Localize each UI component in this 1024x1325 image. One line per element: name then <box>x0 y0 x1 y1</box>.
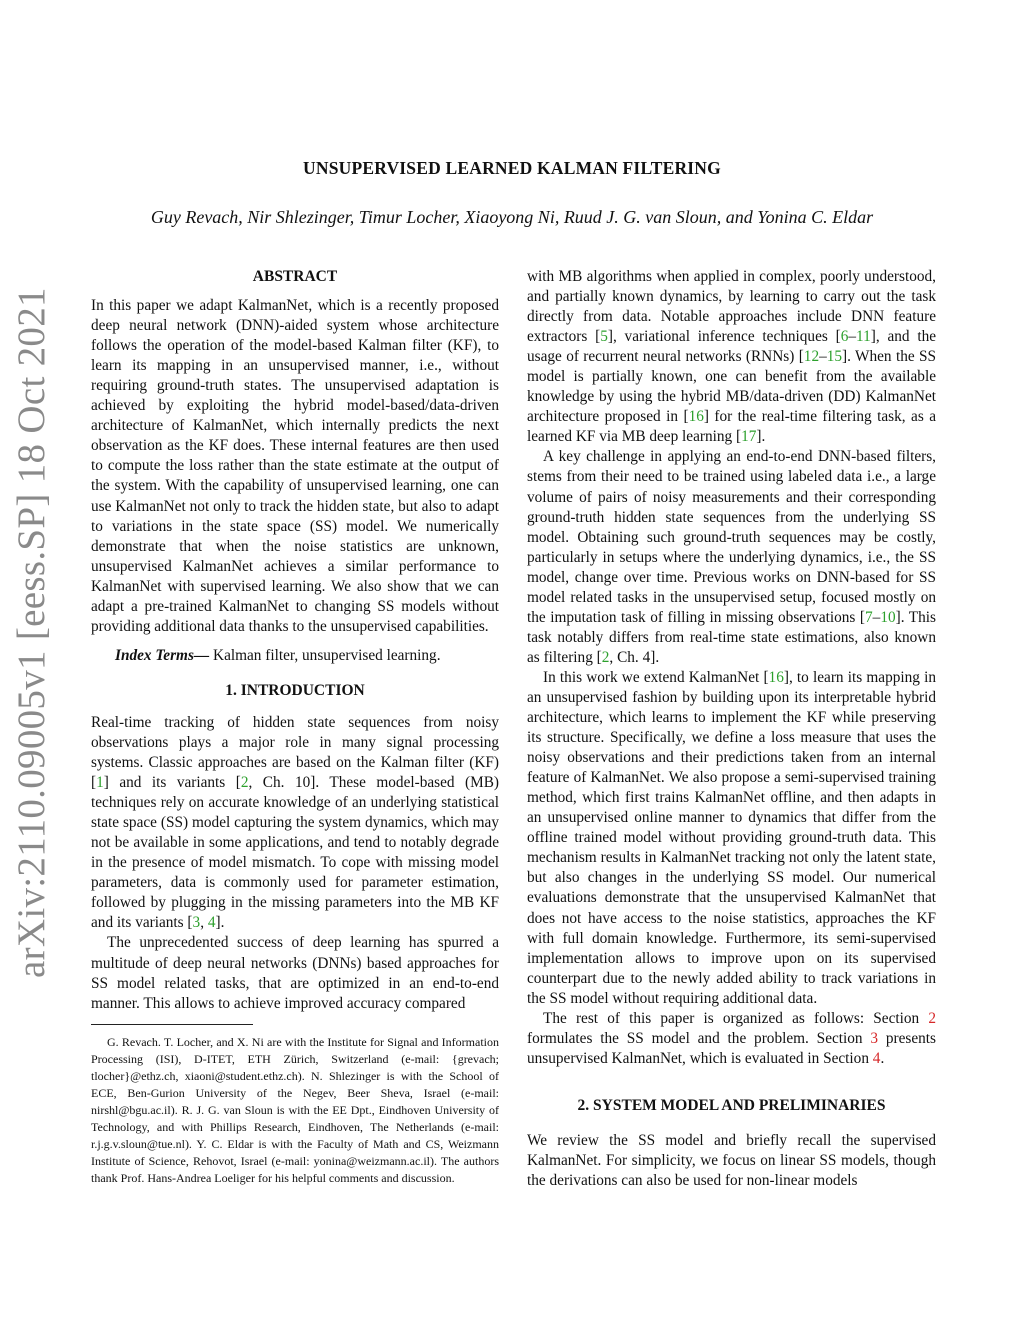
section-2-paragraph: We review the SS model and briefly recall the supervised KalmanNet. For simplicity, we focus on linear SS models, though the derivations can also be used for non-linear models <box>527 1131 936 1190</box>
intro-paragraph-4: In this work we extend KalmanNet [16], to learn its mapping in an unsupervised fashion by building upon its interpretable hybrid architecture, which learns to implement the KF while preserving its structure. Specifically, we define a loss measure that uses the noisy observations and their predictions taken from an internal feature of KalmanNet. We also propose a semi-supervised training method, which first trains KalmanNet offline, and then adapts in an unsupervised online manner to dynamics that differ from the offline trained model without providing ground-truth data. This mechanism results in KalmanNet tracking not only the latent state, but also changes in the underlying SS model. Our numerical evaluations demonstrate that the unsupervised KalmanNet that does not have access to the noise statistics, approaches the KF with full domain knowledge. Furthermore, its semi-supervised implementation allows to improve upon on its supervised counterpart due to the newly added ability to track variations in the SS model without requiring additional data. <box>527 668 936 1007</box>
citation-link[interactable]: 5 <box>600 328 608 346</box>
citation-link[interactable]: 15 <box>826 348 843 366</box>
author-affiliation-footnote: G. Revach. T. Locher, and X. Ni are with the Institute for Signal and Information Processing (ISI), D-ITET, ETH Zürich, Switzerland (e-mail: {grevach; tlocher}@ethz.ch, xiaoni@student.ethz.ch). N. Shlezinger is with the School of ECE, Ben-Gurion University of the Negev, Beer Sheva, Israel (e-mail: nirshl@bgu.ac.il). R. J. G. van Sloun is with the EE Dpt., Eindhoven University of Technology, and with Phillips Research, Eindhoven, The Netherlands (e-mail: r.j.g.v.sloun@tue.nl). Y. C. Eldar is with the Faculty of Math and CS, Weizmann Institute of Science, Rehovot, Israel (e-mail: yonina@weizmann.ac.il). The authors thank Prof. Hans-Andrea Loeliger for his helpful comments and discussion. <box>91 1034 499 1186</box>
citation-link[interactable]: 1 <box>96 774 104 792</box>
index-terms-label: Index Terms— <box>115 646 210 664</box>
left-column <box>91 267 499 1187</box>
intro-paragraph-2-continued: with MB algorithms when applied in complex, poorly understood, and partially known dynamics, by learning to carry out the task directly from data. Notable approaches include DNN feature extractors [5], variational inference techniques [6–11], and the usage of recurrent neural networks (RNNs) [12–15]. When the SS model is partially known, one can benefit from the available knowledge by using the hybrid MB/data-driven (DD) KalmanNet architecture proposed in [16] for the real-time filtering task, as a learned KF via MB deep learning [17]. <box>527 268 937 446</box>
citation-link[interactable]: 3 <box>192 914 201 932</box>
abstract-text: In this paper we adapt KalmanNet, which is a recently proposed deep neural network (DNN)-aided system whose architecture follows the operation of the model-based Kalman filter (KF), to learn its mapping in an unsupervised manner, i.e., without requiring ground-truth states. The unsupervised adaptation is achieved by exploiting the hybrid model-based/data-driven architecture of KalmanNet, which internally predicts the next observation as the KF does. These internal features are then used to compute the loss rather than the state estimate at the output of the system. With the capability of unsupervised learning, one can use KalmanNet not only to track the hidden state, but also to adapt to variations in the state space (SS) model. We numerically demonstrate that when the noise statistics are unknown, unsupervised KalmanNet achieves a similar performance to KalmanNet with supervised learning. We also show that we can adapt a pre-trained KalmanNet to changing SS models without providing additional data thanks to the unsupervised capabilities. <box>91 297 499 635</box>
intro-paragraph-2: The unprecedented success of deep learning has spurred a multitude of deep neural networks (DNNs) based approaches for SS model related tasks, that are optimized in an end-to-end manner. This allows to achieve improved accuracy compared <box>91 934 499 1012</box>
arxiv-identifier-stamp: arXiv:2110.09005v1 [eess.SP] 18 Oct 2021 <box>10 287 53 978</box>
footnote-divider <box>91 1024 253 1025</box>
citation-link[interactable]: 2 <box>240 774 249 792</box>
citation-link[interactable]: 12 <box>803 348 820 366</box>
author-list: Guy Revach, Nir Shlezinger, Timur Locher, Xiaoyong Ni, Ruud J. G. van Sloun, and Yonina C. Eldar <box>150 207 874 227</box>
section-ref-link[interactable]: 2 <box>928 1009 936 1027</box>
citation-link[interactable]: 11 <box>856 328 871 346</box>
section-2-heading: 2. SYSTEM MODEL AND PRELIMINARIES <box>577 1096 886 1114</box>
section-ref-link[interactable]: 4 <box>872 1049 881 1067</box>
abstract-heading: ABSTRACT <box>252 268 338 285</box>
intro-paragraph-1: Real-time tracking of hidden state sequences from noisy observations plays a major role in many signal processing systems. Classic approaches are based on the Kalman filter (KF) [1] and its variants [2, Ch. 10]. These model-based (MB) techniques rely on accurate knowledge of an underlying statistical state space (SS) model capturing the system dynamics, which may not be available in some applications, and tend to notably degrade in the presence of model mismatch. To cope with missing model parameters, data is commonly used for parameter estimation, followed by plugging in the missing parameters into the MB KF and its variants [3, 4]. <box>91 713 500 932</box>
index-terms-text: Kalman filter, unsupervised learning. <box>209 646 441 664</box>
citation-link[interactable]: 2 <box>601 648 610 666</box>
intro-paragraph-3: A key challenge in applying an end-to-end DNN-based filters, stems from their need to be trained using labeled data i.e., a large volume of pairs of noisy measurements and their corresponding ground-truth hidden state sequences from the underlying SS model. Obtaining such ground-truth sequences may be costly, particularly in setups where the underlying dynamics, i.e., the SS model, change over time. Previous works on DNN-based for SS model related tasks in the unsupervised setup, focused mostly on the imputation task of filling in missing observations [7–10]. This task notably differs from real-time state estimations, also known as filtering [2, Ch. 4]. <box>527 448 936 666</box>
right-column <box>527 267 936 1191</box>
citation-link[interactable]: 6 <box>840 328 849 346</box>
index-terms <box>91 646 499 666</box>
citation-link[interactable]: 16 <box>688 408 704 426</box>
intro-paragraph-5: The rest of this paper is organized as follows: Section 2 formulates the SS model and the problem. Section 3 presents unsupervised KalmanNet, which is evaluated in Section 4. <box>527 1009 937 1067</box>
citation-link[interactable]: 10 <box>880 608 896 626</box>
introduction-heading: 1. INTRODUCTION <box>225 681 365 699</box>
citation-link[interactable]: 4 <box>207 914 216 932</box>
citation-link[interactable]: 17 <box>741 428 757 446</box>
citation-link[interactable]: 16 <box>768 668 784 686</box>
section-ref-link[interactable]: 3 <box>870 1029 879 1047</box>
paper-title: UNSUPERVISED LEARNED KALMAN FILTERING <box>303 158 721 178</box>
citation-link[interactable]: 7 <box>865 608 873 626</box>
